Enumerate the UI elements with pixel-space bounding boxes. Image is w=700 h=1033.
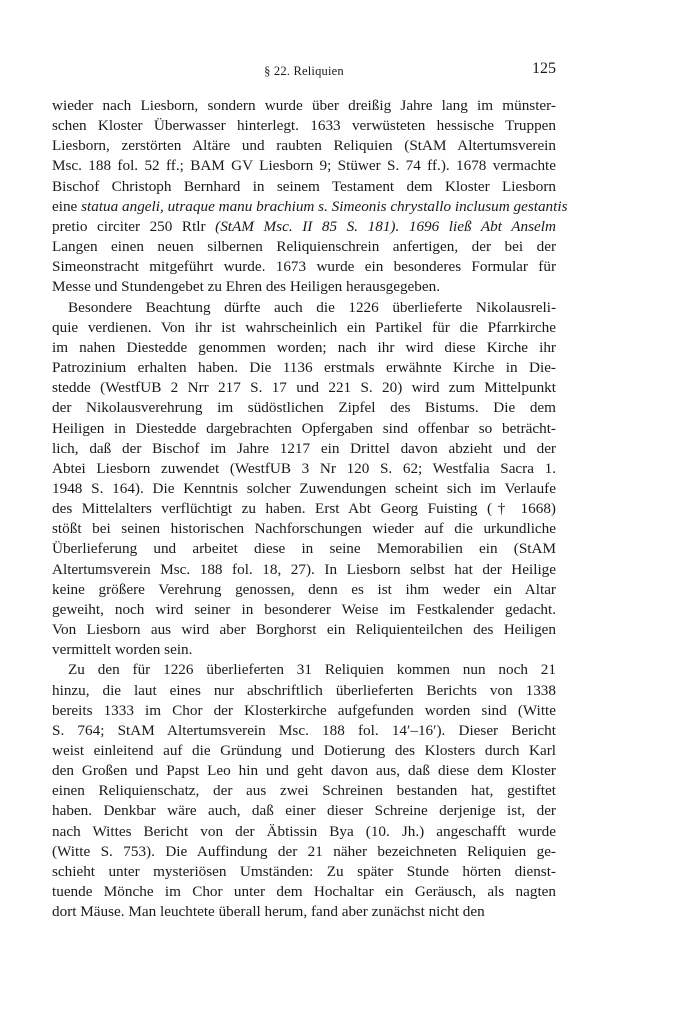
text-segment: bereits 1333 im Chor der Klosterkirche aufgefunden worden sind (Witte — [52, 701, 556, 719]
text-line — [52, 257, 556, 277]
text-line — [52, 741, 556, 761]
text-line — [52, 640, 556, 660]
paragraph — [52, 660, 556, 922]
text-line — [52, 217, 556, 237]
text-line — [52, 156, 556, 176]
text-line — [52, 660, 556, 680]
page-header — [52, 60, 556, 84]
text-line — [52, 519, 556, 539]
italic-text: (StAM Msc. II 85 S. 181). 1696 ließ Abt Anselm — [205, 217, 556, 235]
text-segment: vermittelt worden sein. — [52, 641, 193, 659]
text-segment: Besondere Beachtung dürfte auch die 1226 überlieferte Nikolausreli- — [68, 298, 556, 316]
text-line — [52, 378, 556, 398]
text-segment: einen Reliquienschatz, der aus zwei Schreinen bestanden hat, gestiftet — [52, 782, 556, 800]
paragraph — [52, 96, 568, 298]
text-segment: keine größere Verehrung genossen, denn es ist ihm weder ein Altar — [52, 580, 556, 598]
text-line — [52, 499, 556, 519]
text-line — [52, 479, 556, 499]
text-line — [52, 358, 556, 378]
text-line — [52, 761, 556, 781]
text-segment: des Mittelalters verflüchtigt zu haben. Erst Abt Georg Fuisting († 1668) — [52, 500, 556, 518]
text-line — [52, 459, 556, 479]
text-line — [52, 842, 556, 862]
text-segment: Abtei Liesborn zuwendet (WestfUB 3 Nr 120 S. 62; Westfalia Sacra 1. — [52, 459, 556, 477]
text-segment: Langen einen neuen silbernen Reliquienschrein anfertigen, der bei der — [52, 238, 556, 256]
text-line — [52, 277, 556, 297]
body-text — [52, 96, 568, 922]
text-line — [52, 197, 568, 217]
text-segment: Messe und Stundengebet zu Ehren des Heiligen herausgegeben. — [52, 278, 441, 296]
text-segment: hinzu, die laut eines nur abschriftlich überlieferten Berichts von 1338 — [52, 681, 556, 699]
text-segment: lich, daß der Bischof im Jahre 1217 ein Drittel davon abzieht und der — [52, 439, 556, 457]
text-line — [52, 177, 556, 197]
text-line — [52, 237, 556, 257]
text-line — [52, 318, 556, 338]
text-line — [52, 96, 556, 116]
text-segment: Überlieferung und arbeitet diese in seine Memorabilien ein (StAM — [52, 540, 556, 558]
text-line — [52, 721, 556, 741]
text-segment: Simeonstracht mitgeführt wurde. 1673 wurde ein besonderes Formular für — [52, 258, 556, 276]
text-segment: wieder nach Liesborn, sondern wurde über dreißig Jahre lang im münster- — [52, 97, 556, 114]
text-line — [52, 781, 556, 801]
text-segment: stößt bei seinen historischen Nachforschungen wieder auf die urkundliche — [52, 520, 556, 538]
text-line — [52, 882, 556, 902]
text-segment: Heiligen in Diestedde dargebrachten Opfergaben sind offenbar so beträcht- — [52, 419, 556, 437]
text-segment: quie verdienen. Von ihr ist wahrscheinlich ein Partikel für die Pfarrkirche — [52, 318, 556, 336]
text-segment: pretio circiter 250 Rtlr — [52, 217, 206, 235]
text-segment: nach Wittes Bericht von der Äbtissin Bya (10. Jh.) angeschafft wurde — [52, 822, 556, 840]
text-line — [52, 298, 556, 318]
text-segment: Von Liesborn aus wird aber Borghorst ein Reliquienteilchen des Heiligen — [52, 621, 556, 639]
text-segment: geweiht, noch wird seiner in besonderer Weise im Festkalender gedacht. — [52, 600, 556, 618]
text-segment: stedde (WestfUB 2 Nrr 217 S. 17 und 221 S. 20) wird zum Mittelpunkt — [52, 379, 556, 397]
text-segment: schen Kloster Überwasser hinterlegt. 1633 verwüsteten hessische Truppen — [52, 117, 556, 135]
italic-text: statua angeli, utraque manu brachium s. Simeonis chrystallo inclusum gestantis — [81, 197, 568, 215]
paragraph — [52, 298, 556, 661]
text-segment: dort Mäuse. Man leuchtete überall herum, fand aber zunächst nicht den — [52, 903, 485, 921]
text-segment: haben. Denkbar wäre auch, daß einer dieser Schreine derjenige ist, der — [52, 802, 556, 820]
text-line — [52, 600, 556, 620]
text-segment: (Witte S. 753). Die Auffindung der 21 näher bezeichneten Reliquien ge- — [52, 842, 556, 860]
text-segment: schieht unter mysteriösen Umständen: Zu später Stunde hörten dienst- — [52, 862, 556, 880]
text-line — [52, 620, 556, 640]
text-line — [52, 801, 556, 821]
text-segment: Msc. 188 fol. 52 ff.; BAM GV Liesborn 9; Stüwer S. 74 ff.). 1678 vermachte — [52, 157, 556, 175]
text-segment: Zu den für 1226 überlieferten 31 Reliquien kommen nun noch 21 — [68, 661, 556, 679]
text-line — [52, 439, 556, 459]
text-segment: tuende Mönche im Chor unter dem Hochaltar ein Geräusch, als nagten — [52, 883, 556, 901]
running-head: § 22. Reliquien — [264, 64, 344, 78]
text-line — [52, 701, 556, 721]
text-line — [52, 116, 556, 136]
text-segment: im nahen Diestedde genommen worden; nach ihr wird diese Kirche ihr — [52, 338, 556, 356]
text-segment: eine — [52, 197, 82, 215]
text-segment: der Nikolausverehrung im südöstlichen Zipfel des Bistums. Die dem — [52, 399, 556, 417]
page-number: 125 — [532, 60, 556, 77]
text-segment: Altertumsverein Msc. 188 fol. 18, 27). In Liesborn selbst hat der Heilige — [52, 560, 556, 578]
text-segment: den Großen und Papst Leo hin und geht davon aus, daß diese dem Kloster — [52, 762, 556, 780]
text-line — [52, 862, 556, 882]
text-line — [52, 560, 556, 580]
text-line — [52, 539, 556, 559]
text-line — [52, 136, 556, 156]
text-line — [52, 398, 556, 418]
text-line — [52, 822, 556, 842]
text-line — [52, 902, 556, 922]
text-segment: Bischof Christoph Bernhard in seinem Testament dem Kloster Liesborn — [52, 177, 556, 195]
text-segment: S. 764; StAM Altertumsverein Msc. 188 fol. 14′–16′). Dieser Bericht — [52, 721, 556, 739]
text-line — [52, 580, 556, 600]
text-line — [52, 681, 556, 701]
text-segment: Patrozinium erhalten haben. Die 1136 erstmals erwähnte Kirche in Die- — [52, 359, 556, 377]
text-segment: Liesborn, zerstörten Altäre und raubten Reliquien (StAM Altertumsverein — [52, 137, 556, 155]
text-line — [52, 338, 556, 358]
text-segment: 1948 S. 164). Die Kenntnis solcher Zuwendungen scheint sich im Verlaufe — [52, 479, 556, 497]
text-line — [52, 419, 556, 439]
text-segment: weist einleitend auf die Gründung und Dotierung des Klosters durch Karl — [52, 742, 556, 759]
